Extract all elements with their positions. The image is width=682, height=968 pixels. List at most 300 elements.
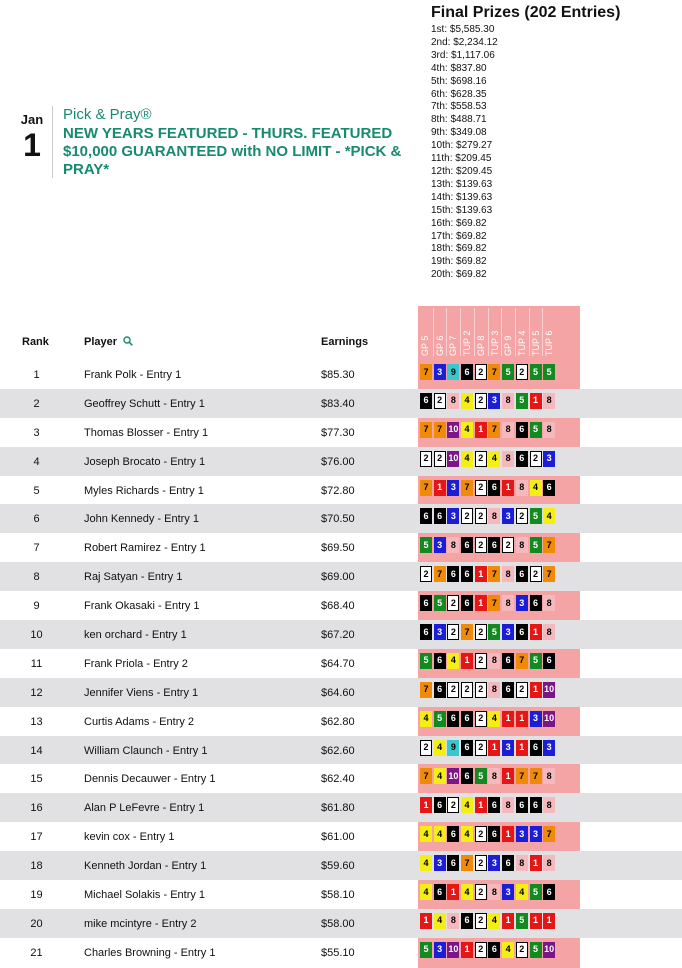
- pick-chips: [420, 768, 557, 784]
- pick-chip: 6: [516, 451, 528, 467]
- pick-chip: 7: [461, 624, 473, 640]
- pick-chip: 8: [502, 797, 514, 813]
- earnings-header[interactable]: Earnings: [321, 336, 369, 348]
- date-divider: [52, 106, 53, 178]
- pick-chip: 8: [447, 537, 459, 553]
- pick-chip: 1: [475, 566, 487, 582]
- pick-chip: 3: [543, 740, 555, 756]
- pick-chip: 5: [516, 393, 528, 409]
- pick-chips: [420, 508, 557, 524]
- race-header: [515, 308, 528, 356]
- pick-chips: [420, 364, 557, 380]
- pick-chip: 1: [530, 393, 542, 409]
- prize-item: 15th: $139.63: [431, 204, 493, 216]
- pick-chip: 2: [502, 537, 514, 553]
- pick-chip: 1: [502, 826, 514, 842]
- pick-chip: 2: [475, 855, 487, 871]
- pick-chip: 2: [447, 682, 459, 698]
- final-prizes: [431, 4, 620, 282]
- pick-chip: 6: [530, 740, 542, 756]
- pick-chips: [420, 566, 557, 582]
- event-day: 1: [23, 127, 41, 163]
- pick-chip: 7: [434, 422, 446, 438]
- pick-chips: [420, 595, 557, 611]
- pick-chip: 4: [488, 451, 500, 467]
- pick-chip: 4: [461, 797, 473, 813]
- pick-chip: 4: [420, 711, 432, 727]
- player-name[interactable]: Charles Browning - Entry 1: [84, 946, 216, 959]
- prize-list: [431, 24, 620, 282]
- event-header: [63, 106, 413, 179]
- table-row[interactable]: [0, 793, 682, 822]
- pick-chip: 1: [420, 797, 432, 813]
- rank-cell: 18: [30, 860, 43, 873]
- table-row[interactable]: [0, 360, 682, 389]
- pick-chips: [420, 942, 557, 958]
- table-row[interactable]: [0, 678, 682, 707]
- prizes-title: Final Prizes (202 Entries): [431, 4, 621, 21]
- pick-chip: 10: [447, 422, 459, 438]
- pick-chip: 4: [420, 884, 432, 900]
- rank-header[interactable]: Rank: [22, 336, 49, 348]
- player-name[interactable]: Kenneth Jordan - Entry 1: [84, 860, 207, 873]
- pick-chip: 2: [475, 624, 487, 640]
- pick-chip: 8: [543, 422, 555, 438]
- pick-chip: 1: [488, 740, 500, 756]
- pick-chip: 1: [530, 913, 542, 929]
- player-name[interactable]: Robert Ramirez - Entry 1: [84, 542, 206, 555]
- pick-chip: 2: [475, 537, 487, 553]
- table-row[interactable]: [0, 418, 682, 447]
- pick-chip: 6: [516, 624, 528, 640]
- pick-chip: 2: [530, 451, 542, 467]
- pick-chip: 4: [434, 740, 446, 756]
- pick-chips: [420, 711, 557, 727]
- prize-item: 7th: $558.53: [431, 101, 487, 113]
- event-brand: Pick & Pray®: [63, 106, 152, 123]
- rank-cell: 20: [30, 917, 43, 930]
- player-name[interactable]: Thomas Blosser - Entry 1: [84, 426, 209, 439]
- earnings-cell: $62.80: [321, 715, 355, 728]
- race-header: [488, 308, 501, 356]
- player-name[interactable]: Michael Solakis - Entry 1: [84, 889, 206, 902]
- pick-chip: 6: [516, 566, 528, 582]
- rank-cell: 7: [33, 542, 40, 555]
- table-row[interactable]: [0, 736, 682, 765]
- pick-chip: 2: [475, 451, 487, 467]
- pick-chip: 10: [447, 451, 459, 467]
- player-name[interactable]: Raj Satyan - Entry 1: [84, 571, 183, 584]
- pick-chip: 2: [475, 364, 487, 380]
- pick-chip: 2: [447, 595, 459, 611]
- pick-chip: 1: [502, 913, 514, 929]
- pick-chip: 1: [475, 422, 487, 438]
- pick-chip: 2: [475, 480, 487, 496]
- pick-chip: 1: [420, 913, 432, 929]
- race-header: [446, 308, 459, 356]
- player-name[interactable]: Curtis Adams - Entry 2: [84, 715, 195, 728]
- table-row[interactable]: [0, 620, 682, 649]
- rank-cell: 10: [30, 629, 43, 642]
- race-header: [419, 308, 432, 356]
- pick-chip: 5: [516, 913, 528, 929]
- pick-chip: 5: [530, 422, 542, 438]
- pick-chip: 6: [434, 508, 446, 524]
- table-row[interactable]: [0, 476, 682, 505]
- rank-cell: 17: [30, 831, 43, 844]
- player-header[interactable]: [84, 336, 133, 348]
- pick-chip: 2: [420, 740, 432, 756]
- pick-chip: 3: [447, 508, 459, 524]
- pick-chip: 6: [461, 711, 473, 727]
- race-header: [474, 308, 487, 356]
- earnings-cell: $61.80: [321, 802, 355, 815]
- earnings-cell: $64.70: [321, 657, 355, 670]
- pick-chip: 7: [530, 768, 542, 784]
- pick-chip: 6: [447, 855, 459, 871]
- pick-chip: 2: [475, 508, 487, 524]
- table-row[interactable]: [0, 707, 682, 736]
- pick-chip: 6: [488, 480, 500, 496]
- table-row[interactable]: [0, 649, 682, 678]
- pick-chip: 8: [502, 595, 514, 611]
- pick-chip: 2: [475, 884, 487, 900]
- rank-cell: 6: [33, 513, 40, 526]
- race-header: [460, 308, 473, 356]
- race-header: [501, 308, 514, 356]
- pick-chip: 5: [420, 537, 432, 553]
- rank-cell: 9: [33, 600, 40, 613]
- earnings-cell: $72.80: [321, 484, 355, 497]
- race-header-label: GP 8: [475, 335, 486, 356]
- pick-chip: 2: [434, 393, 446, 409]
- pick-chip: 7: [461, 480, 473, 496]
- earnings-cell: $69.50: [321, 542, 355, 555]
- pick-chip: 2: [530, 566, 542, 582]
- pick-chip: 8: [543, 595, 555, 611]
- rank-cell: 13: [30, 715, 43, 728]
- pick-chip: 6: [420, 393, 432, 409]
- earnings-cell: $59.60: [321, 860, 355, 873]
- pick-chip: 6: [461, 595, 473, 611]
- pick-chip: 6: [502, 855, 514, 871]
- race-header-label: TUP 5: [530, 330, 541, 356]
- earnings-cell: $77.30: [321, 426, 355, 439]
- prize-item: 12th: $209.45: [431, 165, 493, 177]
- pick-chip: 2: [475, 682, 487, 698]
- pick-chip: 5: [488, 624, 500, 640]
- player-name[interactable]: kevin cox - Entry 1: [84, 831, 175, 844]
- pick-chip: 2: [475, 711, 487, 727]
- pick-chip: 6: [530, 595, 542, 611]
- pick-chip: 3: [543, 451, 555, 467]
- race-header-label: GP 6: [434, 335, 445, 356]
- table-row[interactable]: [0, 764, 682, 793]
- pick-chip: 1: [543, 913, 555, 929]
- pick-chip: 7: [516, 653, 528, 669]
- pick-chips: [420, 624, 557, 640]
- pick-chips: [420, 740, 557, 756]
- player-name[interactable]: Jennifer Viens - Entry 1: [84, 686, 199, 699]
- pick-chip: 4: [488, 711, 500, 727]
- pick-chip: 6: [488, 826, 500, 842]
- player-name[interactable]: William Claunch - Entry 1: [84, 744, 208, 757]
- earnings-cell: $68.40: [321, 600, 355, 613]
- pick-chip: 7: [420, 768, 432, 784]
- table-row[interactable]: [0, 851, 682, 880]
- player-name[interactable]: Frank Polk - Entry 1: [84, 369, 182, 381]
- earnings-cell: $64.60: [321, 686, 355, 699]
- pick-chip: 6: [543, 653, 555, 669]
- pick-chip: 1: [502, 768, 514, 784]
- race-header-label: TUP 3: [489, 330, 500, 356]
- prize-item: 17th: $69.82: [431, 230, 487, 242]
- player-name[interactable]: Dennis Decauwer - Entry 1: [84, 773, 216, 786]
- pick-chip: 8: [502, 566, 514, 582]
- pick-chip: 8: [543, 624, 555, 640]
- pick-chip: 3: [434, 624, 446, 640]
- table-row[interactable]: [0, 389, 682, 418]
- pick-chip: 2: [447, 797, 459, 813]
- pick-chips: [420, 682, 557, 698]
- player-header-label[interactable]: Player: [84, 336, 118, 348]
- earnings-cell: $69.00: [321, 571, 355, 584]
- rank-cell: 5: [33, 484, 40, 497]
- pick-chip: 7: [543, 537, 555, 553]
- earnings-cell: $62.60: [321, 744, 355, 757]
- race-header: [542, 308, 555, 356]
- pick-chip: 1: [502, 711, 514, 727]
- rank-cell: 19: [30, 889, 43, 902]
- table-row[interactable]: [0, 880, 682, 909]
- pick-chip: 1: [516, 711, 528, 727]
- pick-chip: 2: [475, 826, 487, 842]
- race-header: [529, 308, 542, 356]
- pick-chip: 2: [447, 624, 459, 640]
- pick-chip: 2: [461, 682, 473, 698]
- prize-item: 1st: $5,585.30: [431, 24, 495, 35]
- earnings-cell: $70.50: [321, 513, 355, 526]
- pick-chip: 6: [447, 566, 459, 582]
- earnings-cell: $76.00: [321, 455, 355, 468]
- pick-chip: 6: [461, 768, 473, 784]
- search-icon[interactable]: [123, 336, 133, 348]
- pick-chip: 4: [434, 826, 446, 842]
- pick-chip: 3: [530, 826, 542, 842]
- pick-chips: [420, 451, 557, 467]
- pick-chip: 7: [543, 566, 555, 582]
- rank-cell: 12: [30, 686, 43, 699]
- rank-cell: 3: [33, 426, 40, 439]
- pick-chip: 5: [530, 653, 542, 669]
- player-name[interactable]: Alan P LeFevre - Entry 1: [84, 802, 205, 815]
- prize-item: 9th: $349.08: [431, 127, 487, 139]
- pick-chip: 3: [434, 942, 446, 958]
- leaderboard-rows: [0, 360, 682, 967]
- pick-chip: 1: [516, 740, 528, 756]
- earnings-cell: $67.20: [321, 629, 355, 642]
- pick-chip: 3: [516, 595, 528, 611]
- pick-chip: 4: [461, 826, 473, 842]
- event-date: [14, 112, 50, 161]
- pick-chip: 1: [475, 797, 487, 813]
- rank-cell: 15: [30, 773, 43, 786]
- pick-chip: 3: [447, 480, 459, 496]
- pick-chip: 7: [420, 364, 432, 380]
- pick-chip: 4: [516, 884, 528, 900]
- earnings-cell: $55.10: [321, 946, 355, 959]
- pick-chips: [420, 913, 557, 929]
- pick-chip: 8: [488, 653, 500, 669]
- pick-chips: [420, 537, 557, 553]
- pick-chip: 5: [475, 768, 487, 784]
- pick-chip: 3: [434, 855, 446, 871]
- prize-item: 8th: $488.71: [431, 114, 487, 126]
- pick-chip: 2: [461, 508, 473, 524]
- prize-item: 13th: $139.63: [431, 178, 493, 190]
- player-name[interactable]: Frank Priola - Entry 2: [84, 657, 188, 670]
- pick-chip: 2: [434, 451, 446, 467]
- table-row[interactable]: [0, 909, 682, 938]
- prize-item: 10th: $279.27: [431, 140, 493, 152]
- race-header: [433, 308, 446, 356]
- pick-chip: 10: [543, 682, 555, 698]
- pick-chip: 4: [420, 855, 432, 871]
- table-row[interactable]: [0, 562, 682, 591]
- pick-chip: 6: [543, 480, 555, 496]
- pick-chip: 7: [420, 682, 432, 698]
- earnings-cell: $61.00: [321, 831, 355, 844]
- pick-chips: [420, 826, 557, 842]
- pick-chip: 2: [475, 653, 487, 669]
- rank-cell: 2: [33, 397, 40, 410]
- pick-chips: [420, 797, 557, 813]
- earnings-cell: $85.30: [321, 369, 355, 381]
- pick-chip: 7: [543, 826, 555, 842]
- pick-chip: 2: [475, 913, 487, 929]
- pick-chip: 6: [420, 595, 432, 611]
- pick-chip: 8: [543, 797, 555, 813]
- pick-chip: 4: [461, 393, 473, 409]
- pick-chip: 6: [461, 566, 473, 582]
- pick-chip: 10: [543, 711, 555, 727]
- table-row[interactable]: [0, 533, 682, 562]
- pick-chip: 1: [461, 653, 473, 669]
- prize-item: 19th: $69.82: [431, 256, 487, 268]
- pick-chip: 5: [530, 884, 542, 900]
- pick-chip: 6: [434, 884, 446, 900]
- earnings-cell: $83.40: [321, 397, 355, 410]
- pick-chip: 3: [434, 364, 446, 380]
- pick-chip: 1: [530, 855, 542, 871]
- pick-chip: 6: [502, 682, 514, 698]
- pick-chip: 3: [488, 393, 500, 409]
- pick-chip: 7: [488, 364, 500, 380]
- pick-chip: 4: [530, 480, 542, 496]
- prize-item: 5th: $698.16: [431, 75, 487, 87]
- player-name[interactable]: Myles Richards - Entry 1: [84, 484, 204, 497]
- prize-item: 20th: $69.82: [431, 269, 487, 281]
- pick-chip: 7: [516, 768, 528, 784]
- pick-chip: 5: [530, 364, 542, 380]
- earnings-cell: $58.00: [321, 917, 355, 930]
- pick-chip: 7: [488, 422, 500, 438]
- prize-item: 18th: $69.82: [431, 243, 487, 255]
- player-name[interactable]: ken orchard - Entry 1: [84, 629, 187, 642]
- player-name[interactable]: mike mcintyre - Entry 2: [84, 917, 197, 930]
- race-header-label: TUP 2: [462, 330, 473, 356]
- pick-chip: 6: [447, 711, 459, 727]
- pick-chip: 3: [502, 624, 514, 640]
- rank-cell: 1: [33, 369, 40, 381]
- pick-chip: 8: [543, 768, 555, 784]
- pick-chip: 2: [475, 942, 487, 958]
- table-row[interactable]: [0, 504, 682, 533]
- pick-chips: [420, 422, 557, 438]
- race-header-label: GP 9: [503, 335, 514, 356]
- pick-chip: 6: [488, 797, 500, 813]
- pick-chip: 7: [488, 595, 500, 611]
- pick-chip: 7: [461, 855, 473, 871]
- rank-cell: 21: [30, 946, 43, 959]
- pick-chip: 8: [502, 422, 514, 438]
- table-row[interactable]: [0, 938, 682, 967]
- pick-chip: 10: [447, 942, 459, 958]
- pick-chip: 2: [516, 942, 528, 958]
- player-name[interactable]: Geoffrey Schutt - Entry 1: [84, 397, 205, 410]
- prize-item: 3rd: $1,117.06: [431, 49, 495, 61]
- pick-chip: 6: [461, 364, 473, 380]
- table-row[interactable]: [0, 822, 682, 851]
- rank-cell: 8: [33, 571, 40, 584]
- rank-cell: 14: [30, 744, 43, 757]
- pick-chip: 7: [420, 422, 432, 438]
- table-row[interactable]: [0, 591, 682, 620]
- event-month: Jan: [20, 112, 44, 127]
- pick-chip: 4: [488, 913, 500, 929]
- pick-chip: 8: [543, 393, 555, 409]
- pick-chip: 6: [543, 884, 555, 900]
- event-title: NEW YEARS FEATURED - THURS. FEATURED $10,000 GUARANTEED with NO LIMIT - *PICK & PRAY*: [63, 125, 402, 178]
- pick-chip: 8: [488, 768, 500, 784]
- pick-chip: 1: [530, 682, 542, 698]
- pick-chip: 5: [530, 508, 542, 524]
- pick-chips: [420, 884, 557, 900]
- player-name[interactable]: John Kennedy - Entry 1: [84, 513, 199, 526]
- table-row[interactable]: [0, 447, 682, 476]
- pick-chip: 6: [434, 797, 446, 813]
- player-name[interactable]: Joseph Brocato - Entry 1: [84, 455, 206, 468]
- pick-chip: 1: [502, 480, 514, 496]
- pick-chip: 5: [420, 653, 432, 669]
- pick-chip: 8: [502, 393, 514, 409]
- earnings-cell: $58.10: [321, 889, 355, 902]
- pick-chip: 2: [516, 508, 528, 524]
- pick-chip: 6: [447, 826, 459, 842]
- player-name[interactable]: Frank Okasaki - Entry 1: [84, 600, 200, 613]
- pick-chip: 6: [461, 913, 473, 929]
- pick-chip: 8: [488, 682, 500, 698]
- pick-chip: 5: [420, 942, 432, 958]
- pick-chip: 5: [530, 942, 542, 958]
- pick-chip: 4: [461, 451, 473, 467]
- pick-chip: 6: [488, 537, 500, 553]
- pick-chip: 5: [434, 595, 446, 611]
- pick-chip: 7: [420, 480, 432, 496]
- pick-chip: 2: [420, 566, 432, 582]
- pick-chip: 8: [447, 393, 459, 409]
- pick-chip: 6: [502, 653, 514, 669]
